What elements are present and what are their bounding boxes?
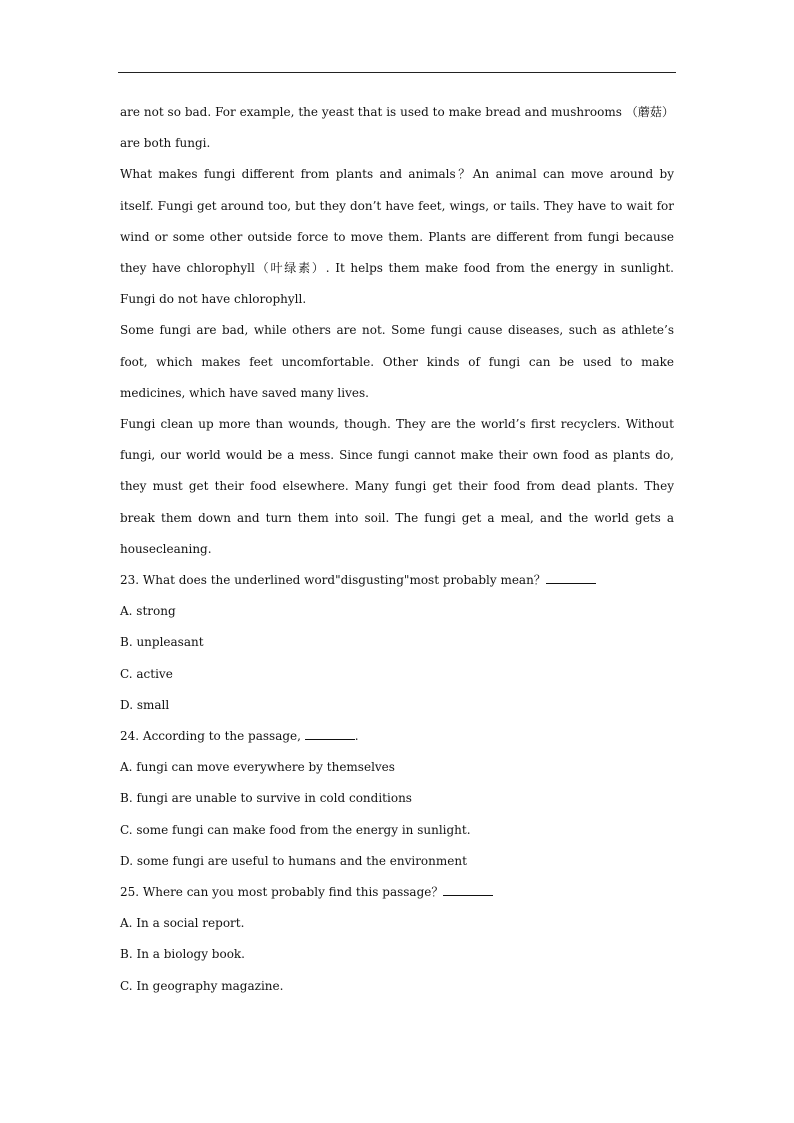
question-stem: 23. What does the underlined word"disgusting"most probably mean？ <box>120 573 546 588</box>
question-option: A. In a social report. <box>120 916 245 931</box>
answer-blank <box>443 883 493 896</box>
passage-paragraph: Fungi clean up more than wounds, though. They are the world’s first recyclers. Without fungi, our world would be a mess. Since fungi cannot make their own food as plants do, they must get their food elsewhere. Many fungi get their food from dead plants. They break them down and turn them into soil. The fungi get a meal, and the world gets a housecleaning. <box>120 417 674 556</box>
document-body <box>120 97 674 1002</box>
question-option: D. small <box>120 697 170 712</box>
passage-paragraph: Some fungi are bad, while others are not. Some fungi cause diseases, such as athlete’s foot, which makes feet uncomfortable. Other kinds of fungi can be used to make medicines, which have saved many lives. <box>120 323 674 400</box>
question-option: A. strong <box>120 604 176 619</box>
header-rule <box>118 72 676 73</box>
question-option: B. fungi are unable to survive in cold conditions <box>120 791 412 806</box>
question-stem-end: . <box>354 729 359 744</box>
question-stem: 25. Where can you most probably find this passage？ <box>120 885 444 900</box>
answer-blank <box>305 727 355 740</box>
question-option: B. In a biology book. <box>120 947 245 962</box>
question-25 <box>120 877 674 908</box>
question-option: C. active <box>120 666 173 681</box>
passage-paragraph: are not so bad. For example, the yeast that is used to make bread and mushrooms （蘑菇） are both fungi. <box>120 105 674 151</box>
question-23 <box>120 565 674 596</box>
passage-paragraph: What makes fungi different from plants and animals？An animal can move around by itself. Fungi get around too, but they don’t have feet, wings, or tails. They have to wait for wind or some other outside force to move them. Plants are different from fungi because they have chlorophyll（叶绿素）. It helps them make food from the energy in sunlight. Fungi do not have chlorophyll. <box>120 167 674 307</box>
question-option: C. some fungi can make food from the energy in sunlight. <box>120 822 471 837</box>
question-option: A. fungi can move everywhere by themselves <box>120 760 395 775</box>
question-24 <box>120 721 674 752</box>
question-option: D. some fungi are useful to humans and the environment <box>120 853 467 868</box>
answer-blank <box>546 571 596 584</box>
question-stem: 24. According to the passage, <box>120 729 305 744</box>
question-option: B. unpleasant <box>120 635 204 650</box>
question-option: C. In geography magazine. <box>120 978 284 993</box>
